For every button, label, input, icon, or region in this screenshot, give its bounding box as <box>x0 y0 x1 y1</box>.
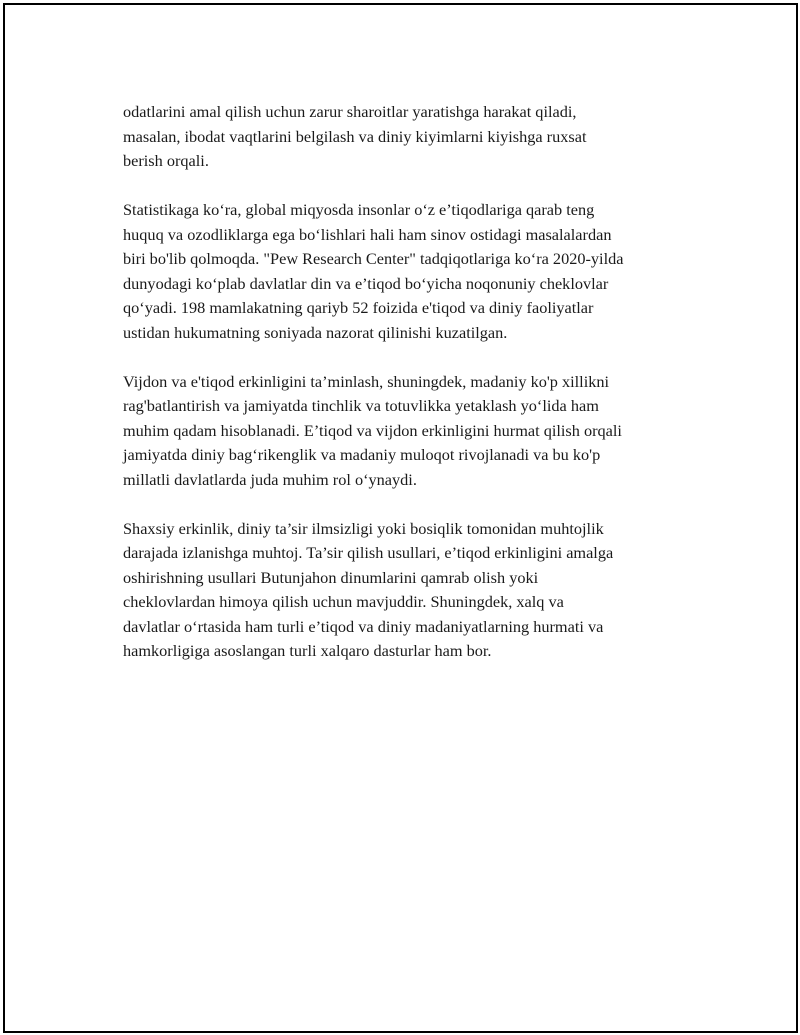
paragraph <box>123 370 703 493</box>
text-line: ustidan hukumatning soniyada nazorat qilinishi kuzatilgan. <box>123 322 508 342</box>
text-line: berish orqali. <box>123 151 209 170</box>
text-line: oshirishning usullari Butunjahon dinumlarini qamrab olish yoki <box>123 567 539 587</box>
text-line: Vijdon va e'tiqod erkinligini ta’minlash, shuningdek, madaniy ko'p xillikni <box>123 371 610 391</box>
text-line: cheklovlardan himoya qilish uchun mavjuddir. Shuningdek, xalq va <box>123 592 564 611</box>
text-line: hamkorligiga asoslangan turli xalqaro dasturlar ham bor. <box>123 641 492 660</box>
text-line: muhim qadam hisoblanadi. E’tiqod va vijdon erkinligini hurmat qilish orqali <box>123 420 622 440</box>
text-line: biri bo'lib qolmoqda. "Pew Research Center" tadqiqotlariga ko‘ra 2020-yilda <box>123 249 624 268</box>
text-line: huquq va ozodliklarga ega bo‘lishlari hali ham sinov ostidagi masalalardan <box>123 224 612 244</box>
text-line: darajada izlanishga muhtoj. Ta’sir qilish usullari, e’tiqod erkinligini amalga <box>123 543 614 562</box>
text-line: dunyodagi ko‘plab davlatlar din va e’tiqod bo‘yicha noqonuniy cheklovlar <box>123 273 609 293</box>
text-line: qo‘yadi. 198 mamlakatning qariyb 52 foizida e'tiqod va diniy faoliyatlar <box>123 298 594 317</box>
text-line: millatli davlatlarda juda muhim rol o‘ynaydi. <box>123 469 417 489</box>
text-line: Statistikaga ko‘ra, global miqyosda insonlar o‘z e’tiqodlariga qarab teng <box>123 200 595 219</box>
text-line: jamiyatda diniy bag‘rikenglik va madaniy muloqot rivojlanadi va bu ko'p <box>123 445 601 464</box>
page-frame <box>3 3 798 1033</box>
document-body <box>123 100 703 688</box>
text-line: rag'batlantirish va jamiyatda tinchlik va totuvlikka yetaklash yo‘lida ham <box>123 396 599 415</box>
text-line: Shaxsiy erkinlik, diniy ta’sir ilmsizligi yoki bosiqlik tomonidan muhtojlik <box>123 518 604 538</box>
paragraph <box>123 198 703 345</box>
text-line: davlatlar o‘rtasida ham turli e’tiqod va diniy madaniyatlarning hurmati va <box>123 616 604 636</box>
text-line: masalan, ibodat vaqtlarini belgilash va diniy kiyimlarni kiyishga ruxsat <box>123 126 587 146</box>
paragraph <box>123 517 703 664</box>
paragraph <box>123 100 703 174</box>
text-line: odatlarini amal qilish uchun zarur sharoitlar yaratishga harakat qiladi, <box>123 102 577 121</box>
